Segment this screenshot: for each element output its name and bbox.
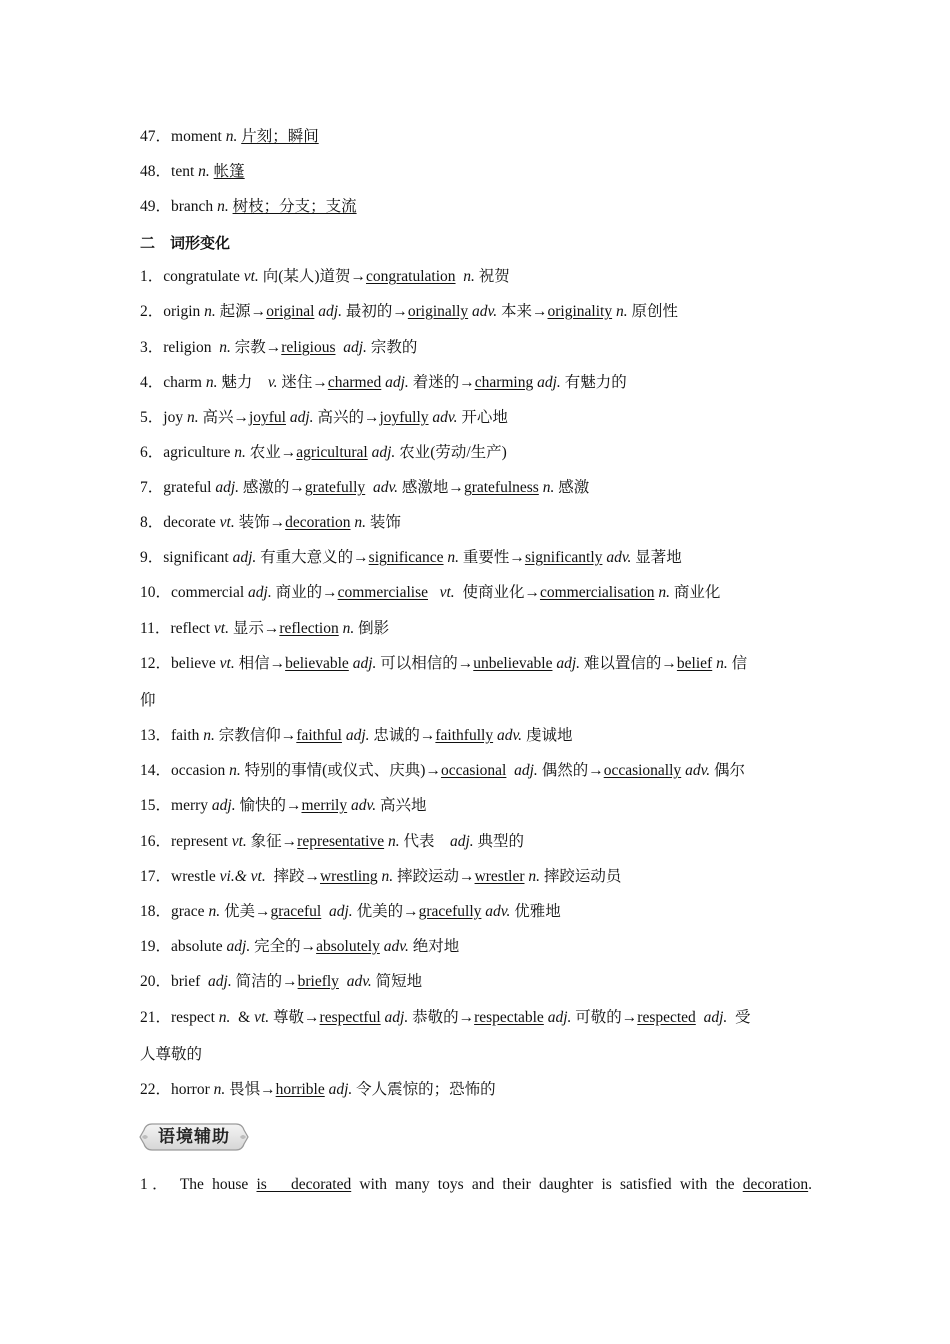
word-form-item: 8．decorate vt. 装饰→decoration n. 装饰 xyxy=(140,514,401,531)
word-form-item: 3．religion n. 宗教→religious adj. 宗教的 xyxy=(140,339,418,356)
word-form-item: 21．respect n. & vt. 尊敬→respectful adj. 恭敬的→respectable adj. 可敬的→respected adj. 受 xyxy=(140,1009,751,1026)
word-form-continuation: 人尊敬的 xyxy=(140,1046,203,1063)
word-form-item: 16．represent vt. 象征→representative n. 代表 adj. 典型的 xyxy=(140,833,525,850)
example-sentence: 1． The house is decorated with many toys and their daughter is satisfied with the decoration. xyxy=(140,1176,813,1193)
word-form-item: 14．occasion n. 特别的事情(或仪式、庆典)→occasional adj. 偶然的→occasionally adv. 偶尔 xyxy=(140,762,746,779)
vocab-item: 48．tent n. 帐篷 xyxy=(140,163,245,180)
word-form-item: 15．merry adj. 愉快的→merrily adv. 高兴地 xyxy=(140,797,427,814)
word-form-item: 1．congratulate vt. 向(某人)道贺→congratulation n. 祝贺 xyxy=(140,268,510,285)
badge-label: 语境辅助 xyxy=(158,1127,230,1147)
word-form-item: 11．reflect vt. 显示→reflection n. 倒影 xyxy=(140,620,390,637)
word-form-item: 6．agriculture n. 农业→agricultural adj. 农业(劳动/生产) xyxy=(140,444,507,461)
section-title: 二 词形变化 xyxy=(140,234,231,252)
word-form-item: 17．wrestle vi.& vt. 摔跤→wrestling n. 摔跤运动→wrestler n. 摔跤运动员 xyxy=(140,868,622,885)
vocab-item: 47．moment n. 片刻；瞬间 xyxy=(140,128,319,145)
word-form-item: 7．grateful adj. 感激的→gratefully adv. 感激地→gratefulness n. 感激 xyxy=(140,479,590,496)
word-form-continuation: 仰 xyxy=(140,692,156,709)
word-form-item: 10．commercial adj. 商业的→commercialise vt. 使商业化→commercialisation n. 商业化 xyxy=(140,584,721,601)
word-form-item: 2．origin n. 起源→original adj. 最初的→originally adv. 本来→originality n. 原创性 xyxy=(140,303,678,320)
word-form-item: 18．grace n. 优美→graceful adj. 优美的→gracefully adv. 优雅地 xyxy=(140,903,561,920)
word-form-item: 5．joy n. 高兴→joyful adj. 高兴的→joyfully adv. 开心地 xyxy=(140,409,508,426)
word-form-item: 9．significant adj. 有重大意义的→significance n. 重要性→significantly adv. 显著地 xyxy=(140,549,682,566)
vocab-item: 49．branch n. 树枝；分支；支流 xyxy=(140,198,357,215)
word-form-item: 12．believe vt. 相信→believable adj. 可以相信的→unbelievable adj. 难以置信的→belief n. 信 xyxy=(140,655,748,672)
word-form-item: 4．charm n. 魅力 v. 迷住→charmed adj. 着迷的→charming adj. 有魅力的 xyxy=(140,374,627,391)
word-form-item: 20．brief adj. 简洁的→briefly adv. 简短地 xyxy=(140,973,423,990)
word-form-item: 13．faith n. 宗教信仰→faithful adj. 忠诚的→faithfully adv. 虔诚地 xyxy=(140,727,573,744)
section-badge xyxy=(138,1122,250,1152)
word-form-item: 22．horror n. 畏惧→horrible adj. 令人震惊的；恐怖的 xyxy=(140,1081,496,1098)
word-form-item: 19．absolute adj. 完全的→absolutely adv. 绝对地 xyxy=(140,938,460,955)
